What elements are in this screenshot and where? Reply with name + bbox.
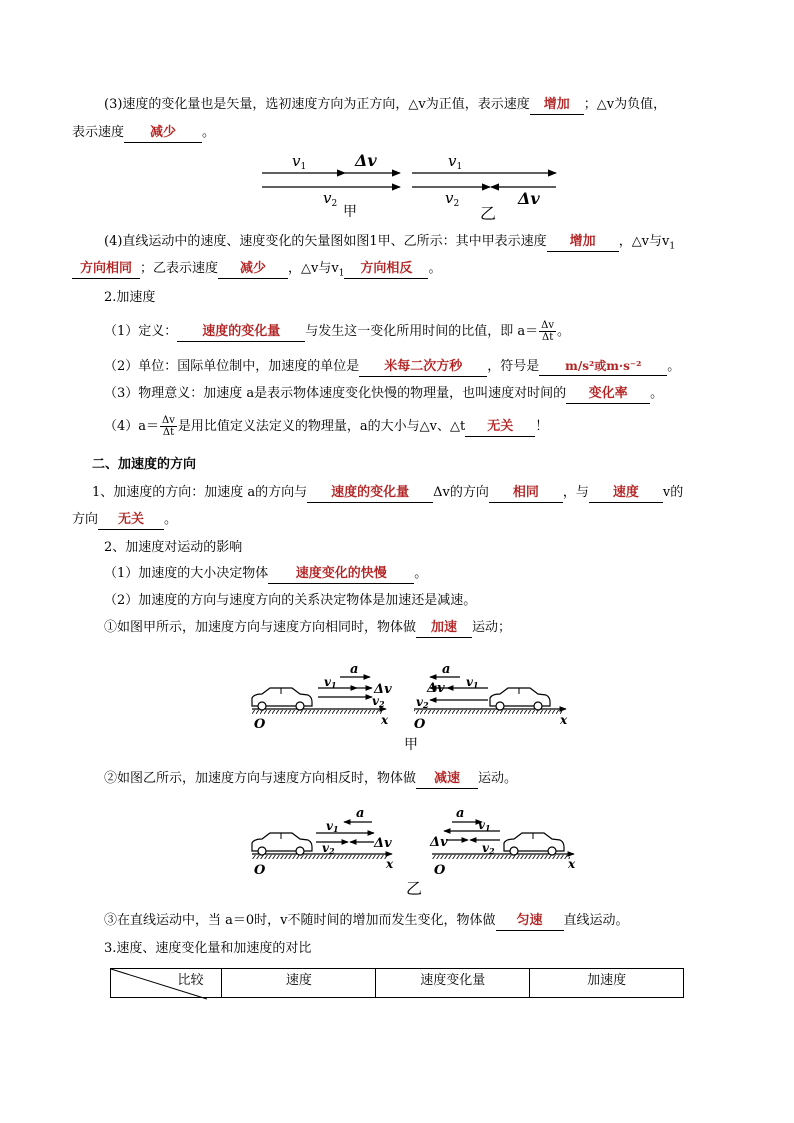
table-corner-cell <box>111 969 222 998</box>
figure-caption-jia: 甲 <box>404 737 418 753</box>
text: （4）a＝ <box>104 419 160 434</box>
v2-label: $v_2$ <box>445 189 460 209</box>
para-4-line1 <box>104 233 675 256</box>
car-icon <box>252 833 312 855</box>
figure-caption-yi: 乙 <box>406 879 423 898</box>
figure-caption-yi: 乙 <box>480 204 497 223</box>
car-figure-yi <box>0 800 794 890</box>
text: （2）单位：国际单位制中，加速度的单位是 <box>104 359 360 374</box>
case-3 <box>104 912 629 931</box>
text: 。 <box>428 261 442 276</box>
text: （1）定义： <box>104 324 178 339</box>
effect-title: 2、加速度对运动的影响 <box>104 540 243 555</box>
text: （1）加速度的大小决定物体 <box>104 566 269 581</box>
text: 。 <box>557 324 571 339</box>
text: ；乙表示速度 <box>140 261 219 276</box>
ground-hatch <box>252 710 382 714</box>
direction-line2 <box>72 511 177 530</box>
answer-blank: m/s²或m·s⁻² <box>539 357 667 376</box>
text: 。 <box>414 566 428 581</box>
a-label: a <box>456 806 465 821</box>
dv-label: Δv <box>355 151 377 170</box>
v2-label: v2 <box>416 695 429 710</box>
answer-blank: 速度变化的快慢 <box>268 565 414 584</box>
dv-label: Δv <box>374 682 392 697</box>
table-corner-label: 比较 <box>177 973 204 988</box>
text: (4)直线运动中的速度、速度变化的矢量图如图1甲、乙所示：其中甲表示速度 <box>104 234 547 249</box>
figure-caption-jia: 甲 <box>343 204 357 220</box>
v1-label: v1 <box>326 819 339 834</box>
text: 表示速度 <box>72 125 125 140</box>
v1-label: v1 <box>466 675 479 690</box>
definition-line <box>104 320 570 344</box>
text: ；△v为负值， <box>583 97 667 112</box>
para-3-line2 <box>72 124 215 143</box>
section-3-title: 3.速度、速度变化量和加速度的对比 <box>104 941 312 956</box>
para-4-line2 <box>72 260 441 283</box>
x-label: x <box>386 857 394 871</box>
section-title: 二、加速度的方向 <box>92 457 197 472</box>
answer-blank: 无关 <box>465 418 535 437</box>
vector-figure-1 <box>0 148 794 228</box>
ratio-line <box>104 414 548 440</box>
dv-label: Δv <box>430 835 448 850</box>
comparison-table <box>110 968 684 998</box>
answer-blank: 增加 <box>530 96 584 115</box>
text: ，△v与v <box>288 261 339 276</box>
v1-label: v1 <box>478 818 491 833</box>
answer-blank: 速度的变化量 <box>177 323 305 342</box>
section-2-title: 2.加速度 <box>104 290 156 305</box>
answer-blank: 米每二次方秒 <box>359 358 487 377</box>
text: （2）加速度的方向与速度方向的关系决定物体是加速还是减速。 <box>104 593 477 608</box>
v2-label: v2 <box>482 841 495 856</box>
a-label: a <box>350 662 359 677</box>
origin-label: O <box>414 717 426 732</box>
text: 。 <box>667 359 681 374</box>
a-label: a <box>442 662 451 677</box>
direction-line1 <box>92 484 683 503</box>
answer-blank: 增加 <box>547 233 619 252</box>
text: ，与 <box>562 485 589 500</box>
car-icon <box>504 833 564 855</box>
answer-blank: 速度的变化量 <box>307 484 433 503</box>
text: 运动； <box>472 620 512 635</box>
subscript: 1 <box>669 241 676 252</box>
dv-label: Δv <box>518 189 540 208</box>
x-label: x <box>381 713 389 727</box>
meaning-line <box>104 385 663 404</box>
a-label: a <box>356 806 365 821</box>
effect-2 <box>104 592 476 610</box>
ground-hatch <box>252 855 388 859</box>
text: v的 <box>662 485 684 500</box>
table-header-row <box>111 969 684 998</box>
v1-label: $v_1$ <box>292 152 307 172</box>
fraction: $\frac{\Delta v}{\Delta t}$ <box>162 415 175 438</box>
dv-label: Δv <box>374 836 392 851</box>
v1-label: $v_1$ <box>448 152 463 172</box>
subscript: 1 <box>338 268 345 279</box>
text: 直线运动。 <box>563 913 629 928</box>
case-1 <box>104 619 511 638</box>
answer-blank: 无关 <box>98 511 164 530</box>
text: 。 <box>650 386 664 401</box>
car-icon <box>490 688 550 710</box>
text: ，△v与v <box>618 234 670 249</box>
ground-hatch <box>414 710 562 714</box>
text: ②如图乙所示，加速度方向与速度方向相反时，物体做 <box>104 771 417 786</box>
text: ，符号是 <box>487 359 540 374</box>
table-header-cell: 速度 <box>222 969 376 998</box>
answer-blank: 加速 <box>416 619 472 638</box>
answer-blank: 减少 <box>218 260 288 279</box>
v2-label: v2 <box>322 841 335 856</box>
car-figure-jia <box>0 660 794 760</box>
answer-blank: 速度 <box>589 484 663 503</box>
text: Δv的方向 <box>433 485 489 500</box>
text: 。 <box>164 512 178 527</box>
answer-blank: 减少 <box>124 124 202 143</box>
dv-label: Δv <box>427 681 445 696</box>
text: 1、加速度的方向：加速度 a的方向与 <box>92 485 308 500</box>
unit-line <box>104 357 680 377</box>
text: 与发生这一变化所用时间的比值，即 a＝ <box>305 324 539 339</box>
answer-blank: 匀速 <box>496 912 564 931</box>
origin-label: O <box>254 863 266 878</box>
text: 。 <box>202 125 216 140</box>
x-label: x <box>560 713 568 727</box>
effect-1 <box>104 565 427 584</box>
case-2 <box>104 770 517 789</box>
origin-label: O <box>434 863 446 878</box>
answer-blank: 方向相同 <box>72 260 140 279</box>
text: （3）物理意义：加速度 a是表示物体速度变化快慢的物理量，也叫速度对时间的 <box>104 386 567 401</box>
answer-blank: 减速 <box>416 770 478 789</box>
text: ③在直线运动中，当 a＝0时，v不随时间的增加而发生变化，物体做 <box>104 913 496 928</box>
ground-hatch <box>432 855 570 859</box>
v2-label: $v_2$ <box>323 189 338 209</box>
table-header-cell: 速度变化量 <box>376 969 530 998</box>
origin-label: O <box>254 717 266 732</box>
table-header-cell: 加速度 <box>530 969 684 998</box>
v1-label: v1 <box>324 675 337 690</box>
v2-label: v2 <box>372 694 385 709</box>
text: ！ <box>535 419 549 434</box>
text: 运动。 <box>478 771 518 786</box>
car-icon <box>252 688 312 710</box>
x-label: x <box>568 857 576 871</box>
text: 是用比值定义法定义的物理量，a的大小与△v、△t <box>177 419 466 434</box>
text: ①如图甲所示，加速度方向与速度方向相同时，物体做 <box>104 620 417 635</box>
answer-blank: 方向相反 <box>344 260 428 279</box>
answer-blank: 相同 <box>489 484 563 503</box>
fraction: $\frac{\Delta v}{\Delta t}$ <box>541 320 555 343</box>
para-3-line1 <box>104 96 666 115</box>
text: (3)速度的变化量也是矢量，选初速度方向为正方向，△v为正值，表示速度 <box>104 97 530 112</box>
answer-blank: 变化率 <box>566 385 650 404</box>
text: 方向 <box>72 512 99 527</box>
